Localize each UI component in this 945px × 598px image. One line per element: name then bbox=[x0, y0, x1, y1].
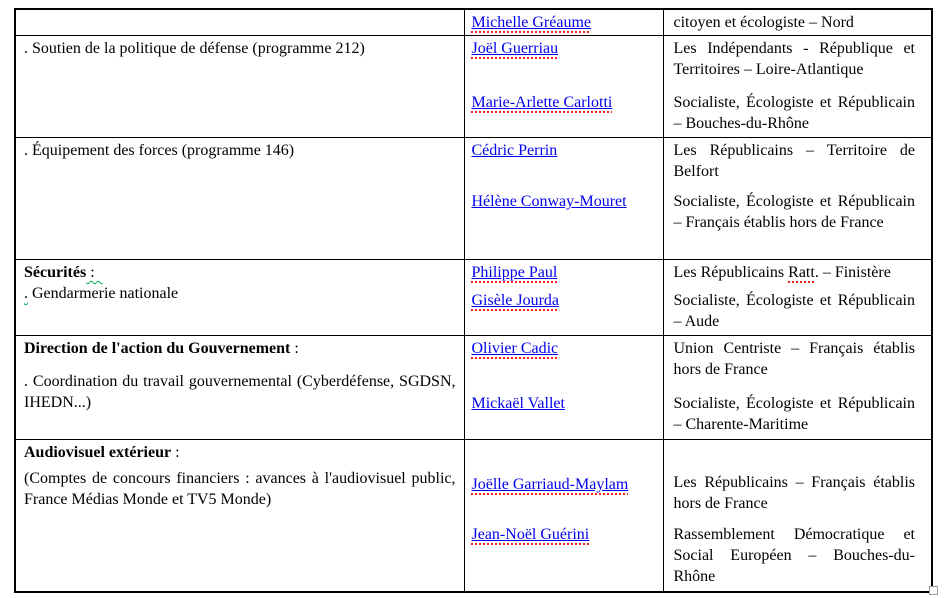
group-paragraph: Les Républicains – Territoire de Belfort bbox=[673, 142, 915, 180]
senator-link[interactable] bbox=[472, 142, 558, 159]
senator-name: Mickaël Vallet bbox=[471, 395, 565, 412]
senator-name: Joëlle Garriaud-Maylam bbox=[471, 476, 629, 493]
senator-name: Michelle Gréaume bbox=[471, 14, 591, 31]
mission-heading-text: Audiovisuel extérieur bbox=[24, 444, 172, 461]
senator-name: Marie-Arlette Carlotti bbox=[471, 94, 613, 111]
rapporteurs-table bbox=[14, 8, 933, 593]
mission-cell bbox=[15, 440, 464, 592]
mission-heading: Direction de l'action du Gouvernement : bbox=[24, 340, 299, 357]
mission-heading-text: Direction de l'action du Gouvernement bbox=[24, 340, 291, 357]
mission-paragraph: . Équipement des forces (programme 146) bbox=[24, 142, 295, 159]
group-cell bbox=[663, 9, 932, 36]
group-cell bbox=[663, 36, 932, 138]
senator-link[interactable] bbox=[472, 94, 613, 111]
senator-cell bbox=[464, 440, 663, 592]
group-paragraph: Union Centriste – Français établis hors de France bbox=[673, 340, 915, 378]
senator-line bbox=[472, 12, 657, 33]
senator-link[interactable] bbox=[472, 395, 565, 412]
table-row bbox=[15, 440, 932, 592]
senator-name: Philippe Paul bbox=[471, 264, 558, 281]
senator-cell bbox=[464, 336, 663, 440]
mission-paragraph: . Soutien de la politique de défense (programme 212) bbox=[24, 40, 365, 57]
group-paragraph: Rassemblement Démocratique et Social Européen – Bouches-du-Rhône bbox=[673, 526, 915, 585]
senator-cell bbox=[464, 260, 663, 336]
senator-line bbox=[472, 140, 657, 161]
group-cell bbox=[663, 336, 932, 440]
group-paragraph: Socialiste, Écologiste et Républicain – Aude bbox=[673, 292, 915, 330]
mission-cell bbox=[15, 138, 464, 260]
senator-link[interactable] bbox=[472, 340, 559, 357]
senator-link[interactable] bbox=[472, 526, 590, 543]
mission-paragraph-text: Gendarmerie nationale bbox=[28, 285, 179, 302]
mission-cell bbox=[15, 260, 464, 336]
group-paragraph: Socialiste, Écologiste et Républicain – Français établis hors de France bbox=[673, 193, 915, 231]
senator-cell bbox=[464, 36, 663, 138]
mission-cell bbox=[15, 36, 464, 138]
senator-line bbox=[472, 262, 657, 283]
table-row bbox=[15, 36, 932, 138]
senator-name: Jean-Noël Guérini bbox=[471, 526, 590, 543]
senator-line bbox=[472, 290, 657, 311]
senator-link[interactable] bbox=[472, 476, 629, 493]
senator-line bbox=[472, 92, 657, 113]
table-row bbox=[15, 336, 932, 440]
senator-name: Gisèle Jourda bbox=[471, 292, 560, 309]
mission-paragraph: (Comptes de concours financiers : avances à l'audiovisuel public, France Médias Monde et TV5 Monde) bbox=[24, 470, 456, 508]
senator-link[interactable] bbox=[472, 292, 560, 309]
mission-heading bbox=[24, 262, 456, 283]
senator-line bbox=[472, 338, 657, 359]
mission-paragraph: . Coordination du travail gouvernemental (Cyberdéfense, SGDSN, IHEDN...) bbox=[24, 373, 456, 411]
group-paragraph: Les Indépendants - République et Territoires – Loire-Atlantique bbox=[673, 40, 915, 78]
group-cell bbox=[663, 138, 932, 260]
senator-link[interactable] bbox=[472, 193, 627, 210]
group-cell bbox=[663, 440, 932, 592]
table-row bbox=[15, 138, 932, 260]
senator-cell bbox=[464, 138, 663, 260]
senator-line bbox=[472, 474, 657, 495]
senator-line bbox=[472, 524, 657, 545]
senator-name: Joël Guerriau bbox=[471, 40, 559, 57]
group-paragraph: citoyen et écologiste – Nord bbox=[673, 14, 854, 31]
senator-link[interactable] bbox=[472, 40, 559, 57]
grammar-mark: : bbox=[86, 264, 103, 281]
senator-name: Olivier Cadic bbox=[471, 340, 559, 357]
mission-paragraph bbox=[24, 283, 456, 304]
group-paragraph: Socialiste, Écologiste et Républicain – Charente-Maritime bbox=[673, 395, 915, 433]
mission-cell bbox=[15, 336, 464, 440]
senator-name: Hélène Conway-Mouret bbox=[471, 193, 627, 210]
mission-cell bbox=[15, 9, 464, 36]
group-paragraph: Les Républicains – Français établis hors de France bbox=[673, 474, 915, 512]
group-paragraph: Les Républicains Ratt. – Finistère bbox=[673, 264, 891, 281]
group-cell bbox=[663, 260, 932, 336]
table-row bbox=[15, 9, 932, 36]
senator-name: Cédric Perrin bbox=[471, 142, 558, 159]
mission-heading-text: Sécurités bbox=[24, 264, 87, 281]
mission-heading: Audiovisuel extérieur : bbox=[24, 444, 180, 461]
senator-link[interactable] bbox=[472, 264, 558, 281]
table-row bbox=[15, 260, 932, 336]
group-paragraph: Socialiste, Écologiste et Républicain – Bouches-du-Rhône bbox=[673, 94, 915, 132]
table-resize-handle[interactable] bbox=[929, 586, 938, 595]
spellcheck-mark: Ratt bbox=[788, 264, 815, 281]
senator-line bbox=[472, 38, 657, 59]
senator-link[interactable] bbox=[472, 14, 592, 31]
senator-line bbox=[472, 191, 657, 212]
senator-cell bbox=[464, 9, 663, 36]
grammar-mark: . bbox=[24, 285, 28, 302]
senator-line bbox=[472, 393, 657, 414]
